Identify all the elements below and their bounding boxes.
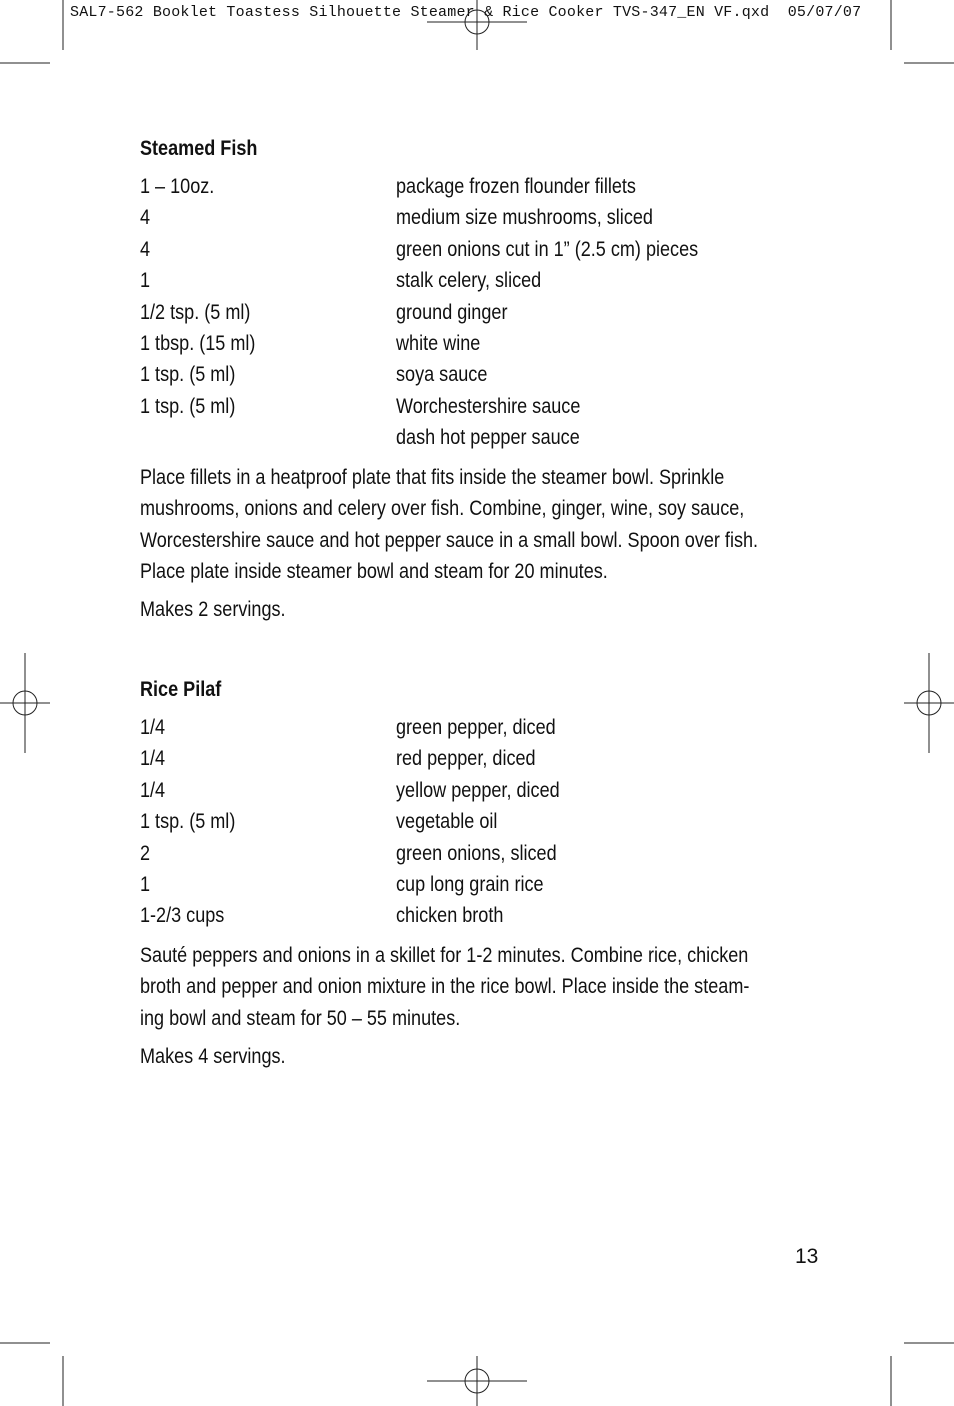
ingredient-qty: 1 – 10oz. xyxy=(140,175,215,198)
ingredient-qty xyxy=(140,422,360,453)
ingredient-item: yellow pepper, diced xyxy=(396,778,560,802)
page-number: 13 xyxy=(795,1245,819,1268)
recipe-directions xyxy=(140,462,812,588)
ingredient-row xyxy=(140,743,812,774)
ingredient-list xyxy=(140,171,812,454)
directions-line: Place plate inside steamer bowl and steam for 20 minutes. xyxy=(140,560,608,584)
ingredient-row xyxy=(140,297,812,328)
ingredient-row xyxy=(140,359,812,390)
ingredient-item: package frozen flounder fillets xyxy=(396,175,636,198)
ingredient-row xyxy=(140,328,812,359)
ingredient-item: medium size mushrooms, sliced xyxy=(396,206,653,230)
ingredient-item: soya sauce xyxy=(396,363,488,387)
directions-line: mushrooms, onions and celery over fish. Combine, ginger, wine, soy sauce, xyxy=(140,497,745,521)
ingredient-qty: 2 xyxy=(140,841,151,865)
ingredient-row xyxy=(140,806,812,837)
ingredient-row xyxy=(140,838,812,869)
ingredient-row xyxy=(140,775,812,806)
ingredient-item: ground ginger xyxy=(396,300,508,324)
directions-line: Sauté peppers and onions in a skillet for 1-2 minutes. Combine rice, chicken xyxy=(140,943,749,967)
ingredient-qty: 4 xyxy=(140,237,151,261)
file-slug: SAL7-562 Booklet Toastess Silhouette Steamer & Rice Cooker TVS-347_EN VF.qxd 05/07/07 xyxy=(70,4,862,21)
directions-line: Worcestershire sauce and hot pepper sauce in a small bowl. Spoon over fish. xyxy=(140,528,759,552)
ingredient-row xyxy=(140,900,812,931)
ingredient-item: chicken broth xyxy=(396,904,504,928)
ingredient-item: vegetable oil xyxy=(396,810,498,834)
ingredient-qty: 1 tsp. (5 ml) xyxy=(140,363,236,387)
ingredient-row xyxy=(140,712,812,743)
ingredient-row xyxy=(140,391,812,422)
ingredient-item: red pepper, diced xyxy=(396,747,536,771)
ingredient-row xyxy=(140,422,812,453)
recipe-content xyxy=(140,134,812,1072)
ingredient-qty: 1/4 xyxy=(140,747,166,771)
ingredient-qty: 1 tsp. (5 ml) xyxy=(140,394,236,418)
ingredient-qty: 1 xyxy=(140,873,151,897)
ingredient-item: white wine xyxy=(396,332,481,356)
directions-line: broth and pepper and onion mixture in the rice bowl. Place inside the steam- xyxy=(140,975,750,999)
ingredient-qty: 1 tsp. (5 ml) xyxy=(140,810,236,834)
ingredient-row xyxy=(140,265,812,296)
ingredient-qty: 1 xyxy=(140,269,151,293)
ingredient-item: cup long grain rice xyxy=(396,873,544,897)
recipe-title: Rice Pilaf xyxy=(140,678,222,702)
ingredient-row xyxy=(140,202,812,233)
ingredient-qty: 1-2/3 cups xyxy=(140,904,225,928)
ingredient-qty: 1/2 tsp. (5 ml) xyxy=(140,300,251,324)
directions-line: ing bowl and steam for 50 – 55 minutes. xyxy=(140,1007,461,1031)
ingredient-row xyxy=(140,234,812,265)
ingredient-qty: 1/4 xyxy=(140,716,166,740)
recipe-title: Steamed Fish xyxy=(140,137,258,160)
ingredient-item: Worchestershire sauce xyxy=(396,394,581,418)
ingredient-row xyxy=(140,869,812,900)
ingredient-qty: 4 xyxy=(140,206,151,230)
ingredient-qty: 1/4 xyxy=(140,778,166,802)
recipe-steamed-fish xyxy=(140,134,812,625)
ingredient-item: dash hot pepper sauce xyxy=(396,426,580,450)
ingredient-qty: 1 tbsp. (15 ml) xyxy=(140,332,256,356)
recipe-directions xyxy=(140,940,812,1035)
ingredient-item: stalk celery, sliced xyxy=(396,269,542,293)
ingredient-item: green pepper, diced xyxy=(396,716,556,740)
ingredient-item: green onions, sliced xyxy=(396,841,557,865)
ingredient-item: green onions cut in 1” (2.5 cm) pieces xyxy=(396,237,699,261)
directions-line: Place fillets in a heatproof plate that fits inside the steamer bowl. Sprinkle xyxy=(140,465,725,489)
recipe-servings: Makes 4 servings. xyxy=(140,1044,286,1068)
recipe-rice-pilaf xyxy=(140,675,812,1072)
ingredient-list xyxy=(140,712,812,932)
recipe-servings: Makes 2 servings. xyxy=(140,598,286,622)
ingredient-row xyxy=(140,171,812,202)
